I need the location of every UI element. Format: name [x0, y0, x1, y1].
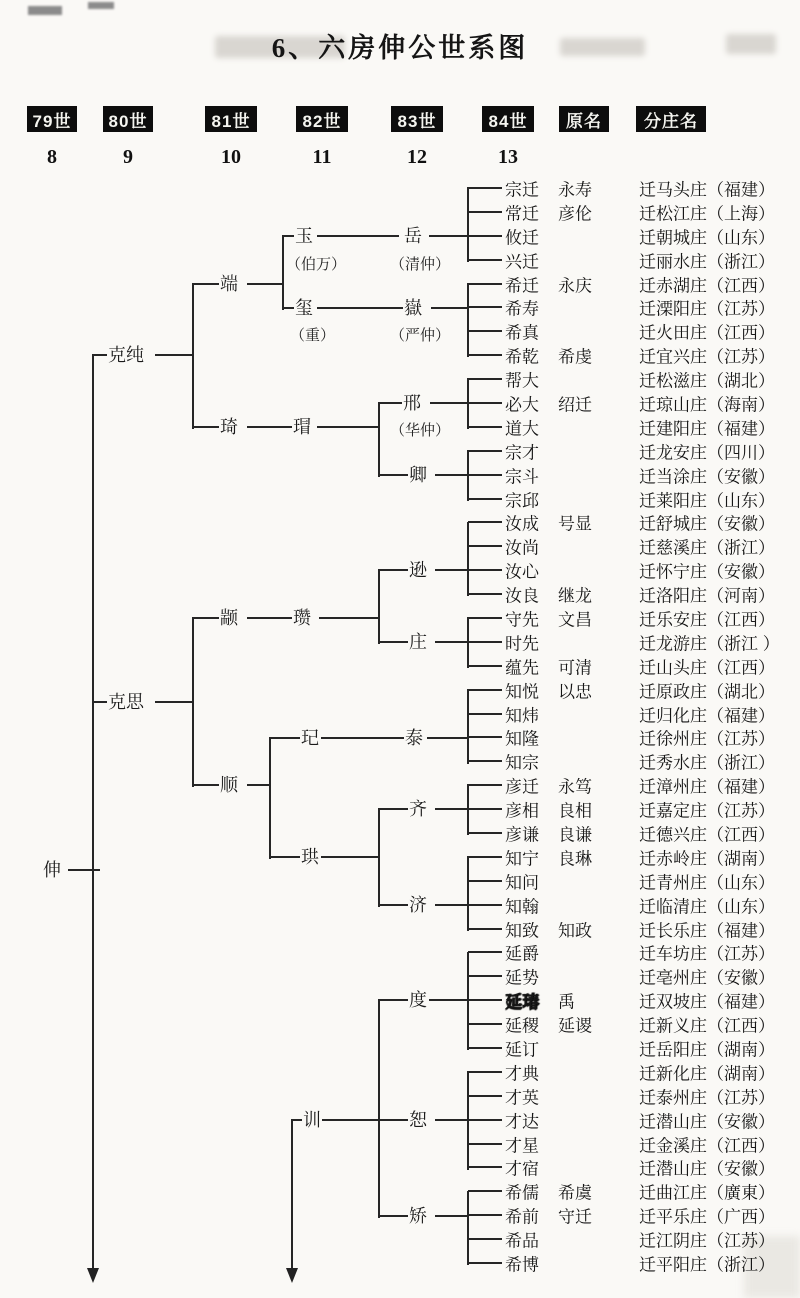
tree-node-gen81: 端 [220, 274, 238, 294]
row-name: 宗邱 [504, 486, 540, 511]
row-orig: 绍迁 [558, 395, 592, 415]
row-connector-line [468, 1095, 502, 1097]
row-connector-line [468, 975, 502, 977]
row-name: 兴迁 [504, 247, 540, 272]
tree-node-gen83: 恕 [409, 1110, 427, 1130]
row-dest: 迁慈溪庄（浙江） [639, 538, 775, 558]
row-orig: 号显 [558, 514, 592, 534]
table-row [0, 917, 800, 941]
row-connector-line [468, 259, 502, 261]
row-dest: 迁赤岭庄（湖南） [639, 849, 775, 869]
generation-header: 84世 [482, 106, 534, 132]
row-dest: 迁赤湖庄（江西） [639, 276, 775, 295]
tree-node-gen83: 嶽 [404, 298, 422, 318]
row-connector-line [468, 880, 502, 882]
row-dest: 迁潜山庄（安徽） [639, 1112, 775, 1132]
row-name: 知炜 [504, 701, 540, 726]
tree-node-gen83: 泰 [405, 728, 423, 748]
row-connector-line [468, 235, 502, 237]
row-orig: 以忠 [558, 682, 592, 702]
generation-header: 79世 [27, 106, 77, 132]
row-connector-line [468, 569, 502, 571]
row-name: 常迁 [504, 199, 540, 224]
row-dest: 迁德兴庄（江西） [639, 825, 775, 845]
row-orig: 永寿 [558, 180, 592, 200]
table-row [0, 702, 800, 726]
table-row [0, 1036, 800, 1060]
row-connector-line [468, 1071, 502, 1073]
tree-node-gen82: 玘 [301, 728, 319, 748]
tree-node-gen82: 瑁 [293, 417, 311, 437]
row-connector-line [468, 545, 502, 547]
row-connector-line [468, 665, 502, 667]
generation-number: 8 [47, 146, 57, 168]
tree-node-gen83: 济 [409, 895, 427, 915]
row-dest: 迁原政庄（湖北） [639, 682, 775, 702]
tree-node-gen80: 克思 [108, 692, 144, 712]
tree-node-gen83: 齐 [409, 799, 427, 819]
row-connector-line [468, 1047, 502, 1049]
row-dest: 迁火田庄（江西） [639, 323, 775, 343]
row-name: 希真 [504, 319, 540, 344]
row-connector-line [468, 689, 502, 691]
row-dest: 迁长乐庄（福建） [639, 921, 775, 941]
row-name: 希乾 [504, 343, 540, 368]
row-dest: 迁泰州庄（江苏） [639, 1088, 775, 1108]
row-dest: 迁新化庄（湖南） [639, 1064, 775, 1084]
table-row [0, 1012, 800, 1036]
row-connector-line [468, 378, 502, 380]
row-dest: 迁山头庄（江西） [639, 658, 775, 678]
row-name: 汝尚 [504, 534, 540, 559]
table-row [0, 1156, 800, 1180]
row-dest: 迁岳阳庄（湖南） [639, 1040, 775, 1060]
row-connector-line [468, 187, 502, 189]
tree-node-courtesy: （重） [290, 327, 336, 344]
row-name: 时先 [504, 629, 540, 654]
row-orig: 彦伦 [558, 204, 592, 224]
row-dest: 迁嘉定庄（江苏） [639, 801, 775, 821]
generation-header: 分庄名 [636, 106, 706, 132]
table-row [0, 558, 800, 582]
tree-node-gen83: 庄 [409, 632, 427, 652]
row-dest: 迁龙安庄（四川） [639, 443, 775, 463]
tree-node-courtesy: （清仲） [390, 256, 451, 273]
tree-node-gen82: 瓒 [293, 608, 311, 628]
row-connector-line [468, 498, 502, 500]
table-row [0, 295, 800, 319]
tree-node-gen81: 顺 [220, 775, 238, 795]
row-connector-line [468, 1214, 502, 1216]
row-dest: 迁漳州庄（福建） [639, 777, 775, 797]
row-connector-line [468, 760, 502, 762]
row-dest: 迁琼山庄（海南） [639, 395, 775, 415]
row-connector-line [468, 999, 502, 1001]
row-connector-line [468, 928, 502, 930]
page-title: 6、六房伸公世系图 [271, 33, 529, 63]
table-row [0, 988, 800, 1012]
row-name: 宗才 [504, 438, 540, 463]
row-connector-line [468, 951, 502, 953]
scan-artifact [88, 2, 114, 9]
row-connector-line [468, 641, 502, 643]
row-connector-line [468, 330, 502, 332]
row-name: 蕴先 [504, 653, 540, 678]
row-dest: 迁建阳庄（福建） [639, 419, 775, 439]
table-row [0, 176, 800, 200]
tree-node-gen79: 伸 [43, 860, 61, 880]
generation-number: 10 [221, 146, 241, 168]
row-dest: 迁潜山庄（安徽） [639, 1159, 775, 1179]
row-name: 守先 [504, 605, 540, 630]
row-name: 汝良 [504, 582, 540, 607]
row-orig: 良琳 [558, 849, 592, 869]
descendant-rows [0, 176, 800, 1275]
row-orig: 禹 [558, 992, 575, 1012]
table-row [0, 1108, 800, 1132]
row-connector-line [468, 856, 502, 858]
generation-header: 82世 [296, 106, 348, 132]
generation-number: 9 [123, 146, 133, 168]
row-orig: 希虔 [558, 347, 592, 367]
table-row [0, 415, 800, 439]
generation-number: 11 [312, 146, 332, 168]
row-orig: 可清 [558, 658, 592, 678]
generation-header: 81世 [205, 106, 257, 132]
row-dest: 迁车坊庄（江苏） [639, 944, 775, 964]
table-row [0, 391, 800, 415]
row-orig: 永庆 [558, 276, 592, 295]
row-dest: 迁洛阳庄（河南） [639, 586, 775, 606]
table-row [0, 582, 800, 606]
row-orig: 延谡 [558, 1016, 592, 1036]
row-orig: 良相 [558, 801, 592, 821]
generation-number: 12 [407, 146, 427, 168]
row-dest: 迁平阳庄（浙江） [639, 1255, 775, 1275]
row-orig: 守迁 [558, 1207, 592, 1227]
table-row [0, 654, 800, 678]
row-dest: 迁曲江庄（廣東） [639, 1183, 775, 1203]
tree-node-gen82: 珙 [301, 847, 319, 867]
table-row [0, 630, 800, 654]
tree-node-gen83: 度 [409, 990, 427, 1010]
row-orig: 文昌 [558, 610, 592, 630]
row-connector-line [468, 306, 502, 308]
row-dest: 迁亳州庄（安徽） [639, 968, 775, 988]
tree-node-courtesy: （严仲） [390, 327, 451, 344]
tree-node-gen83: 邢 [403, 393, 421, 413]
row-name: 宗迁 [504, 175, 540, 200]
tree-node-gen83: 岳 [404, 226, 422, 246]
row-dest: 迁溧阳庄（江苏） [639, 299, 775, 319]
row-connector-line [468, 784, 502, 786]
table-row [0, 224, 800, 248]
row-name: 汝心 [504, 558, 540, 583]
table-row [0, 248, 800, 272]
table-row [0, 1060, 800, 1084]
generation-header: 80世 [103, 106, 153, 132]
table-row [0, 678, 800, 702]
row-dest: 迁宜兴庄（江苏） [639, 347, 775, 367]
table-row [0, 1203, 800, 1227]
row-connector-line [468, 1023, 502, 1025]
row-connector-line [468, 593, 502, 595]
row-connector-line [468, 211, 502, 213]
row-dest: 迁归化庄（福建） [639, 706, 775, 726]
row-orig: 希虞 [558, 1183, 592, 1203]
table-row [0, 1251, 800, 1275]
row-dest: 迁乐安庄（江西） [639, 610, 775, 630]
row-connector-line [468, 832, 502, 834]
row-name: 道大 [504, 414, 540, 439]
table-row [0, 343, 800, 367]
row-dest: 迁丽水庄（浙江） [639, 252, 775, 272]
table-row [0, 869, 800, 893]
table-row [0, 1227, 800, 1251]
row-name: 希前 [504, 1203, 540, 1228]
table-row [0, 1084, 800, 1108]
row-name: 希迁 [504, 271, 540, 296]
row-name: 延瑃 [504, 988, 540, 1013]
table-row [0, 725, 800, 749]
row-connector-line [468, 713, 502, 715]
row-connector-line [468, 1238, 502, 1240]
row-connector-line [468, 521, 502, 523]
tree-node-gen83: 卿 [409, 465, 427, 485]
row-dest: 迁江阴庄（江苏） [639, 1231, 775, 1251]
row-dest: 迁舒城庄（安徽） [639, 514, 775, 534]
row-dest: 迁平乐庄（广西） [639, 1207, 775, 1227]
row-connector-line [468, 808, 502, 810]
row-orig: 知政 [558, 921, 592, 941]
row-connector-line [468, 1143, 502, 1145]
row-name: 宗斗 [504, 462, 540, 487]
row-dest: 迁新义庄（江西） [639, 1016, 775, 1036]
row-connector-line [468, 617, 502, 619]
row-name: 才达 [504, 1107, 540, 1132]
row-connector-line [468, 1119, 502, 1121]
row-connector-line [468, 450, 502, 452]
table-row [0, 606, 800, 630]
row-name: 才星 [504, 1131, 540, 1156]
row-name: 彦迁 [504, 773, 540, 798]
row-name: 才典 [504, 1059, 540, 1084]
tree-node-gen82: 玺 [295, 298, 313, 318]
row-name: 延稷 [504, 1012, 540, 1037]
table-row [0, 1179, 800, 1203]
row-connector-line [468, 1262, 502, 1264]
row-name: 知悦 [504, 677, 540, 702]
row-connector-line [468, 283, 502, 285]
row-connector-line [468, 1166, 502, 1168]
row-name: 知宁 [504, 844, 540, 869]
table-row [0, 797, 800, 821]
row-connector-line [468, 904, 502, 906]
row-orig: 良谦 [558, 825, 592, 845]
row-name: 才英 [504, 1083, 540, 1108]
table-row [0, 845, 800, 869]
row-dest: 迁金溪庄（江西） [639, 1136, 775, 1156]
row-connector-line [468, 474, 502, 476]
table-row [0, 534, 800, 558]
table-row [0, 272, 800, 296]
table-row [0, 200, 800, 224]
row-name: 知宗 [504, 749, 540, 774]
row-dest: 迁朝城庄（山东） [639, 228, 775, 248]
tree-node-courtesy: （伯万） [286, 256, 347, 273]
table-row [0, 439, 800, 463]
row-orig: 永笃 [558, 777, 592, 797]
row-connector-line [468, 1190, 502, 1192]
row-connector-line [468, 426, 502, 428]
generation-number: 13 [498, 146, 518, 168]
row-name: 希寿 [504, 295, 540, 320]
row-dest: 迁松江庄（上海） [639, 204, 775, 224]
row-name: 攸迁 [504, 223, 540, 248]
row-name: 希品 [504, 1227, 540, 1252]
row-name: 知翰 [504, 892, 540, 917]
table-row [0, 510, 800, 534]
tree-node-gen82: 玉 [295, 226, 313, 246]
row-dest: 迁徐州庄（江苏） [639, 729, 775, 749]
table-row [0, 319, 800, 343]
table-row [0, 487, 800, 511]
row-dest: 迁双坡庄（福建） [639, 992, 775, 1012]
row-dest: 迁怀宁庄（安徽） [639, 562, 775, 582]
row-name: 希儒 [504, 1179, 540, 1204]
table-row [0, 1132, 800, 1156]
row-name: 知隆 [504, 725, 540, 750]
row-name: 延爵 [504, 940, 540, 965]
row-dest: 迁秀水庄（浙江） [639, 753, 775, 773]
row-dest: 迁临清庄（山东） [639, 897, 775, 917]
tree-node-gen80: 克纯 [108, 345, 144, 365]
tree-node-gen83: 矫 [409, 1206, 427, 1226]
row-name: 彦谦 [504, 820, 540, 845]
row-dest: 迁当涂庄（安徽） [639, 467, 775, 487]
row-dest: 迁莱阳庄（山东） [639, 491, 775, 511]
row-name: 汝成 [504, 510, 540, 535]
row-name: 彦相 [504, 797, 540, 822]
tree-node-gen83: 逊 [409, 560, 427, 580]
table-row [0, 367, 800, 391]
row-orig: 继龙 [558, 586, 592, 606]
scan-artifact [28, 6, 62, 15]
row-name: 知问 [504, 868, 540, 893]
row-name: 希博 [504, 1251, 540, 1276]
table-row [0, 773, 800, 797]
table-row [0, 749, 800, 773]
generation-header: 83世 [391, 106, 443, 132]
row-dest: 迁青州庄（山东） [639, 873, 775, 893]
row-dest: 迁龙游庄（浙江 ） [639, 634, 780, 654]
table-row [0, 463, 800, 487]
row-dest: 迁马头庄（福建） [639, 180, 775, 200]
tree-node-gen81: 琦 [220, 417, 238, 437]
row-connector-line [468, 736, 502, 738]
row-name: 延势 [504, 964, 540, 989]
table-row [0, 821, 800, 845]
row-name: 必大 [504, 390, 540, 415]
row-name: 才宿 [504, 1155, 540, 1180]
row-name: 延订 [504, 1036, 540, 1061]
row-connector-line [468, 354, 502, 356]
generation-header: 原名 [559, 106, 609, 132]
row-name: 帮大 [504, 367, 540, 392]
table-row [0, 964, 800, 988]
row-dest: 迁松滋庄（湖北） [639, 371, 775, 391]
tree-node-courtesy: （华仲） [390, 422, 451, 439]
table-row [0, 893, 800, 917]
tree-node-gen81: 颛 [220, 608, 238, 628]
row-connector-line [468, 402, 502, 404]
table-row [0, 941, 800, 965]
tree-node-gen82: 训 [303, 1110, 321, 1130]
row-name: 知致 [504, 916, 540, 941]
